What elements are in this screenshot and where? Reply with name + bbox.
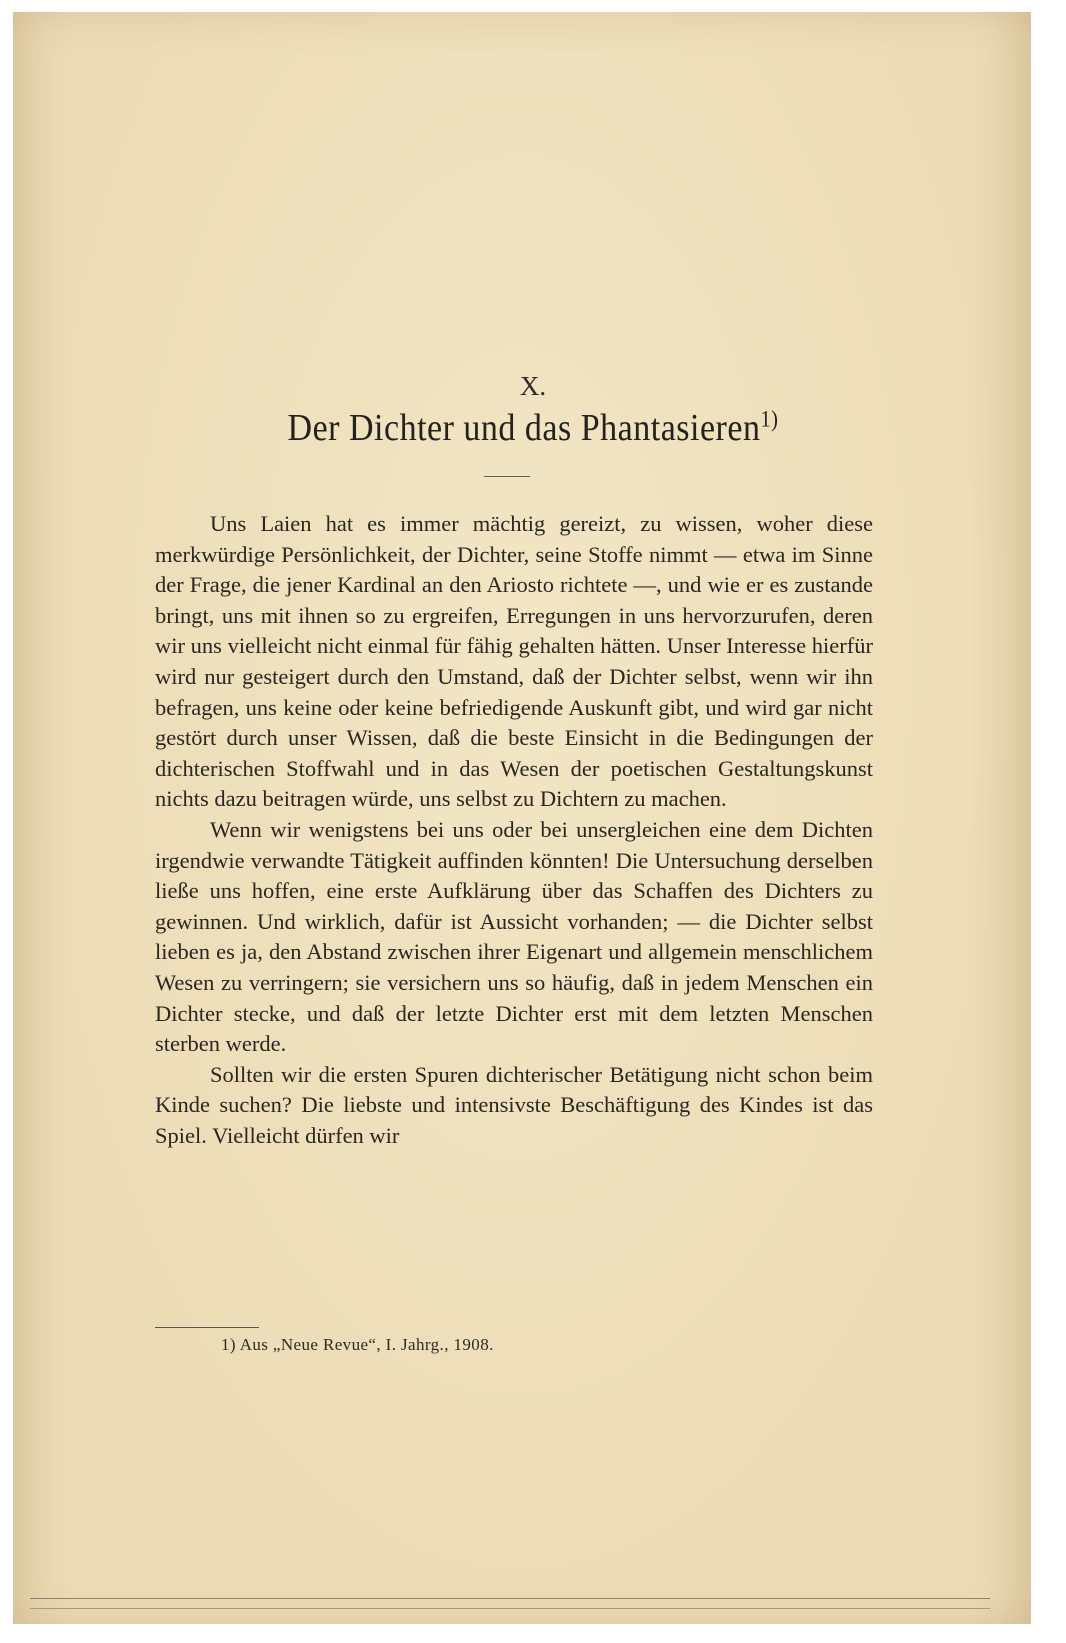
paragraph-3: Sollten wir die ersten Spuren dichterischer Betätigung nicht schon beim Kinde suchen? Die liebste und intensivste Beschäftigung des Kindes ist das Spiel. Vielleicht dürfen wir <box>155 1061 873 1148</box>
chapter-title-text: Der Dichter und das Phantasieren <box>287 407 761 450</box>
bottom-edge-line-secondary <box>30 1608 990 1609</box>
bottom-edge-line <box>30 1598 990 1599</box>
footnote-marker: 1) <box>221 1335 236 1354</box>
footnote-divider <box>155 1327 259 1328</box>
footnote-reference: 1) <box>760 407 779 432</box>
paragraph-2: Wenn wir wenigstens bei uns oder bei unsergleichen eine dem Dichten irgendwie verwandte Tätigkeit auffinden könnten! Die Untersuchung derselben ließe uns hoffen, eine erste Aufklärung über das Schaffen des Dichters zu gewinnen. Und wirklich, dafür ist Aussicht vorhanden; — die Dichter selbst lieben es ja, den Abstand zwischen ihrer Eigenart und allgemein menschlichem Wesen zu verringern; sie versichern uns so häufig, daß in jedem Menschen ein Dichter stecke, und daß der letzte Dichter erst mit dem letzten Menschen sterben werde. <box>155 816 873 1057</box>
chapter-title <box>0 408 1066 451</box>
title-divider <box>484 476 530 477</box>
paragraph-1: Uns Laien hat es immer mächtig gereizt, zu wissen, woher diese merkwürdige Persönlichkeit, der Dichter, seine Stoffe nimmt — etwa im Sinne der Frage, die jener Kardinal an den Ariosto richtete —, und wie er es zustande bringt, uns mit ihnen so zu ergreifen, Erregungen in uns hervorzurufen, deren wir uns vielleicht nicht einmal für fähig gehalten hätten. Unser Interesse hierfür wird nur gesteigert durch den Umstand, daß der Dichter selbst, wenn wir ihn befragen, uns keine oder keine befriedigende Auskunft gibt, und wird gar nicht gestört durch unser Wissen, daß die beste Einsicht in die Bedingungen der dichterischen Stoffwahl und in das Wesen der poetischen Gestaltungskunst nichts dazu beitragen würde, uns selbst zu Dichtern zu machen. <box>155 511 873 812</box>
footnote-text: Aus „Neue Revue“, I. Jahrg., 1908. <box>239 1335 494 1354</box>
body-text <box>155 509 873 1151</box>
chapter-number: X. <box>519 371 547 401</box>
footnote <box>221 1335 494 1355</box>
